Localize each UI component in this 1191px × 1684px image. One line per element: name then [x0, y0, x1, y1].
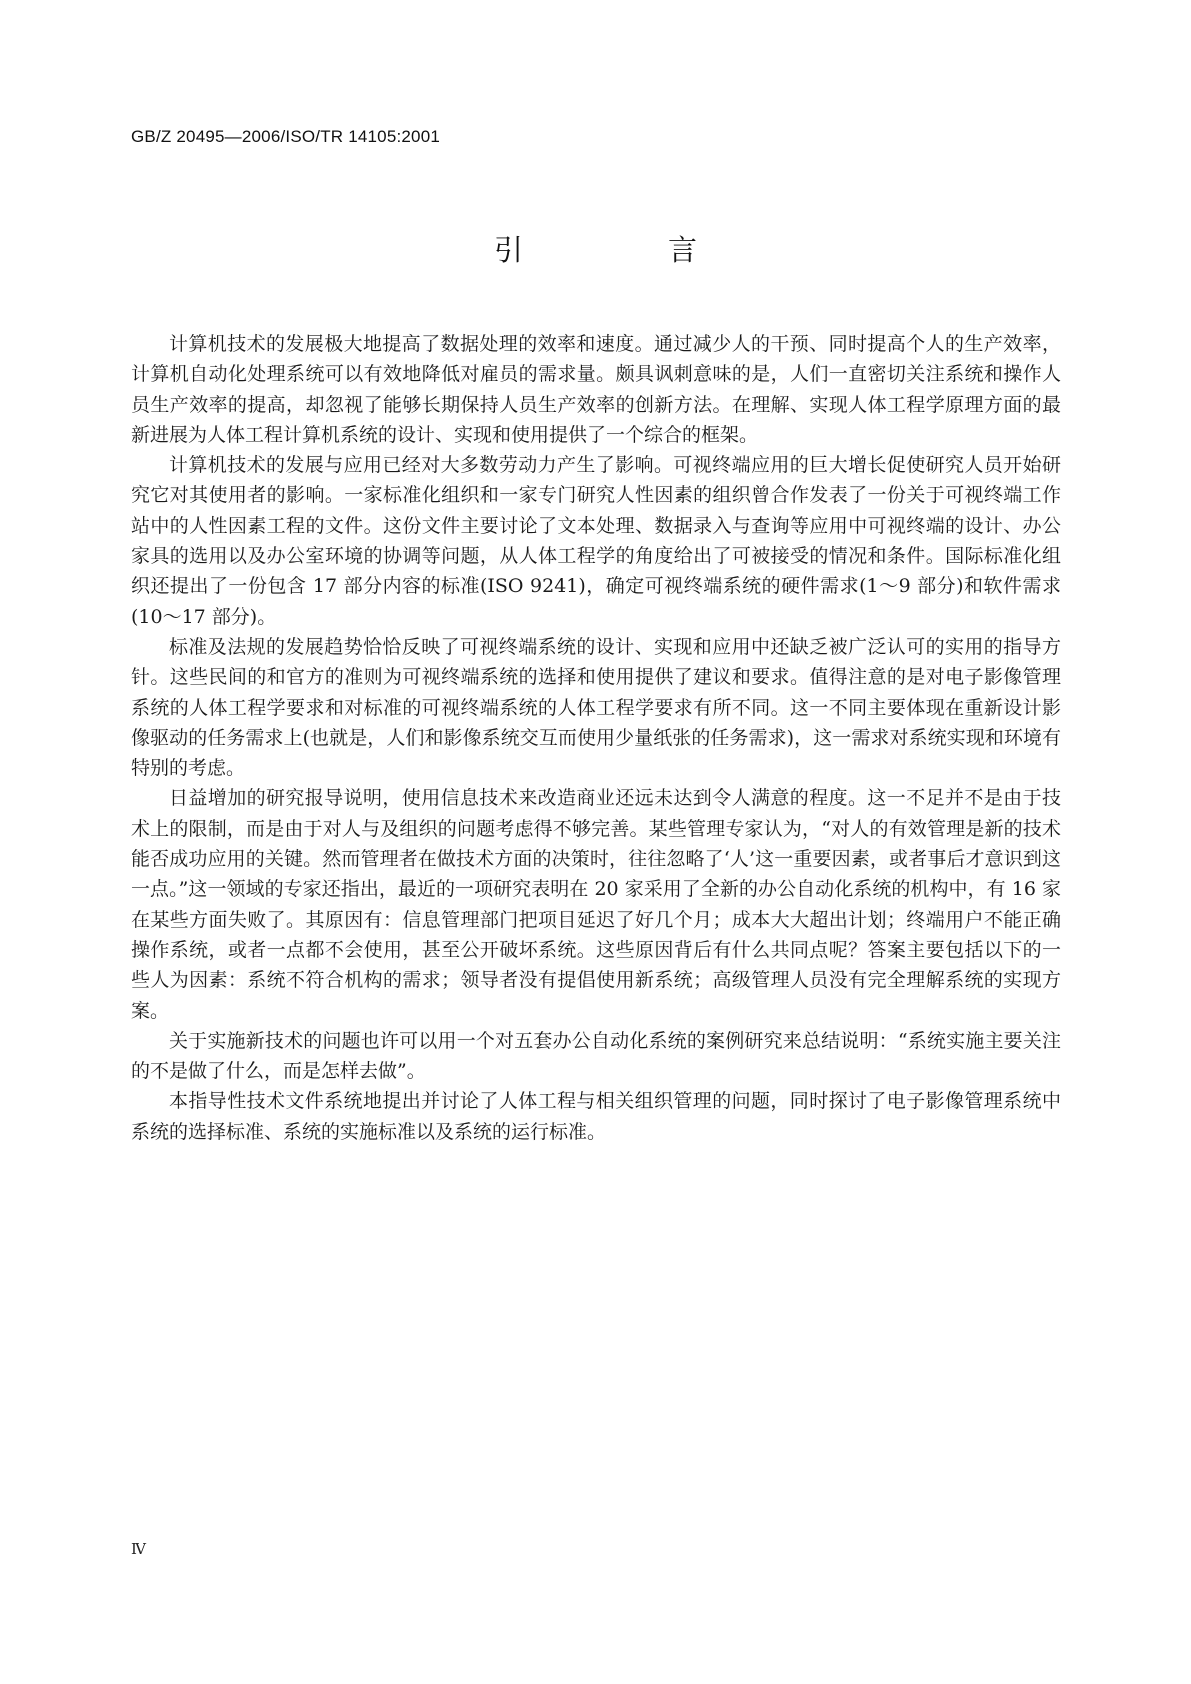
paragraph-4: 日益增加的研究报导说明，使用信息技术来改造商业还远未达到令人满意的程度。这一不足并不是由于技术上的限制，而是由于对人与及组织的问题考虑得不够完善。某些管理专家认为，“对人的有效管理是新的技术能否成功应用的关键。然而管理者在做技术方面的决策时，往往忽略了‘人’这一重要因素，或者事后才意识到这一点。”这一领域的专家还指出，最近的一项研究表明在 20 家采用了全新的办公自动化系统的机构中，有 16 家在某些方面失败了。其原因有：信息管理部门把项目延迟了好几个月；成本大大超出计划；终端用户不能正确操作系统，或者一点都不会使用，甚至公开破坏系统。这些原因背后有什么共同点呢？答案主要包括以下的一些人为因素：系统不符合机构的需求；领导者没有提倡使用新系统；高级管理人员没有完全理解系统的实现方案。	[131, 787, 1061, 1022]
page-title: 引 言	[493, 233, 755, 267]
standard-code: GB/Z 20495—2006/ISO/TR 14105:2001	[131, 127, 441, 146]
paragraph-1: 计算机技术的发展极大地提高了数据处理的效率和速度。通过减少人的干预、同时提高个人的生产效率，计算机自动化处理系统可以有效地降低对雇员的需求量。颇具讽刺意味的是，人们一直密切关注系统和操作人员生产效率的提高，却忽视了能够长期保持人员生产效率的创新方法。在理解、实现人体工程学原理方面的最新进展为人体工程计算机系统的设计、实现和使用提供了一个综合的框架。	[131, 333, 1061, 446]
page-number: Ⅳ	[131, 1540, 146, 1558]
paragraph-3: 标准及法规的发展趋势恰恰反映了可视终端系统的设计、实现和应用中还缺乏被广泛认可的实用的指导方针。这些民间的和官方的准则为可视终端系统的选择和使用提供了建议和要求。值得注意的是对电子影像管理系统的人体工程学要求和对标准的可视终端系统的人体工程学要求有所不同。这一不同主要体现在重新设计影像驱动的任务需求上(也就是，人们和影像系统交互而使用少量纸张的任务需求)，这一需求对系统实现和环境有特别的考虑。	[131, 635, 1061, 780]
paragraph-5: 关于实施新技术的问题也许可以用一个对五套办公自动化系统的案例研究来总结说明：“系统实施主要关注的不是做了什么，而是怎样去做”。	[131, 1029, 1061, 1083]
paragraph-6: 本指导性技术文件系统地提出并讨论了人体工程与相关组织管理的问题，同时探讨了电子影像管理系统中系统的选择标准、系统的实施标准以及系统的运行标准。	[131, 1090, 1061, 1143]
paragraph-2: 计算机技术的发展与应用已经对大多数劳动力产生了影响。可视终端应用的巨大增长促使研究人员开始研究它对其使用者的影响。一家标准化组织和一家专门研究人性因素的组织曾合作发表了一份关于可视终端工作站中的人性因素工程的文件。这份文件主要讨论了文本处理、数据录入与查询等应用中可视终端的设计、办公家具的选用以及办公室环境的协调等问题，从人体工程学的角度给出了可被接受的情况和条件。国际标准化组织还提出了一份包含 17 部分内容的标准(ISO 9241)，确定可视终端系统的硬件需求(1～9 部分)和软件需求(10～17 部分)。	[131, 454, 1061, 628]
body-text	[131, 329, 1061, 1147]
